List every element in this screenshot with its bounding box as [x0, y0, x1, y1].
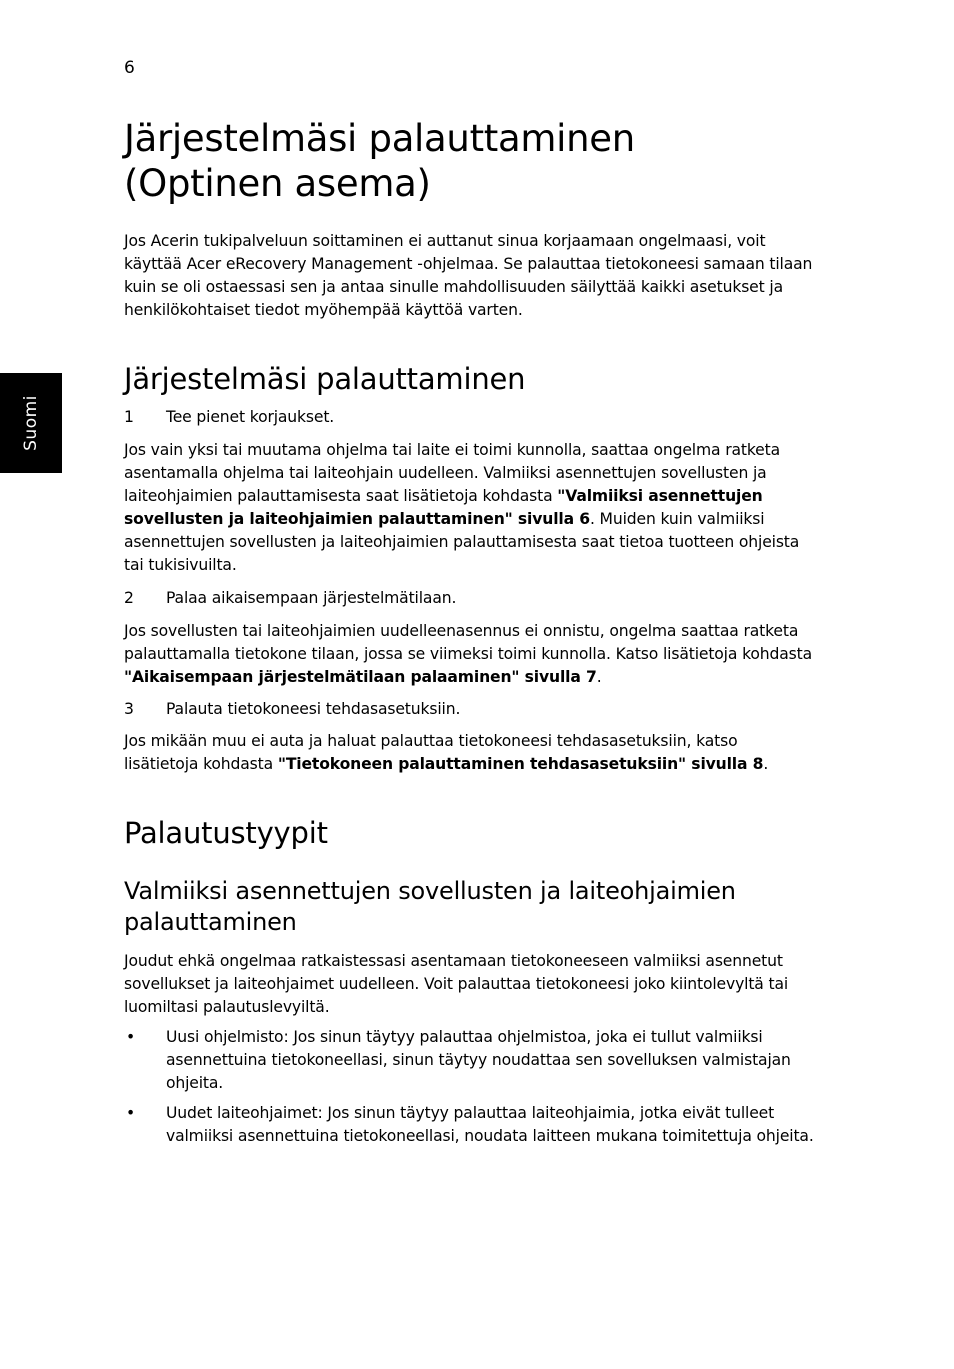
bullet-item	[124, 1026, 814, 1095]
step-2-number: 2	[124, 589, 134, 607]
page-content	[124, 116, 814, 1148]
page-title-line1: Järjestelmäsi palauttaminen	[124, 117, 635, 160]
intro-paragraph: Jos Acerin tukipalveluun soittaminen ei auttanut sinua korjaamaan ongelmaasi, voit käyttää Acer eRecovery Management -ohjelmaa. Se palauttaa tietokoneesi samaan tilaan kuin se oli ostaessasi sen ja antaa sinulle mahdollisuuden säilyttää kaikki asetukset ja henkilökohtaiset tiedot myöhempää käyttöä varten.	[124, 232, 813, 319]
section-heading-recovery-types: Palautustyypit	[124, 816, 328, 850]
page-number: 6	[124, 58, 135, 78]
step-3-paragraph-text-a: Jos mikään muu ei auta ja haluat palauttaa tietokoneesi tehdasasetuksiin, katso lisätietoja kohdasta	[124, 732, 738, 773]
step-1-number: 1	[124, 408, 134, 426]
step-3-cross-reference-link[interactable]: "Tietokoneen palauttaminen tehdasasetuksiin" sivulla 8	[277, 755, 764, 773]
step-2-paragraph-text-b: .	[596, 668, 602, 686]
step-1-paragraph-text-a: Jos vain yksi tai muutama ohjelma tai laite ei toimi kunnolla, saattaa ongelma ratketa asentamalla ohjelma tai laiteohjain uudelleen. Valmiiksi asennettujen sovellusten ja laiteohjaimien palauttamisesta saat lisätietoja kohdasta	[124, 441, 780, 505]
subsection-heading: Valmiiksi asennettujen sovellusten ja laiteohjaimien palauttaminen	[124, 877, 736, 936]
step-2-paragraph-text-a: Jos sovellusten tai laiteohjaimien uudelleenasennus ei onnistu, ongelma saattaa ratketa palauttamalla tietokone tilaan, jossa se viimeksi toimi kunnolla. Katso lisätietoja kohdasta	[124, 622, 813, 663]
step-2-cross-reference-link[interactable]: "Aikaisempaan järjestelmätilaan palaaminen" sivulla 7	[124, 668, 597, 686]
step-3-paragraph-text-b: .	[763, 755, 769, 773]
step-1	[124, 406, 814, 429]
step-1-paragraph	[124, 439, 814, 577]
step-3-paragraph	[124, 730, 814, 776]
step-1-text: Tee pienet korjaukset.	[166, 408, 335, 426]
section-heading-restore: Järjestelmäsi palauttaminen	[124, 362, 526, 396]
step-3-text: Palauta tietokoneesi tehdasasetuksiin.	[166, 700, 461, 718]
bullet-marker: •	[126, 1028, 136, 1046]
language-tab-label: Suomi	[21, 395, 41, 451]
bullet-text: Uusi ohjelmisto: Jos sinun täytyy palauttaa ohjelmistoa, joka ei tullut valmiiksi asennettuina tietokoneellasi, sinun täytyy noudattaa sen sovelluksen valmistajan ohjeita.	[166, 1028, 791, 1092]
bullet-text: Uudet laiteohjaimet: Jos sinun täytyy palauttaa laiteohjaimia, jotka eivät tulleet valmiiksi asennettuina tietokoneellasi, noudata laitteen mukana toimitettuja ohjeita.	[166, 1104, 814, 1145]
step-2	[124, 587, 814, 610]
page-title-line2: (Optinen asema)	[124, 162, 431, 205]
bullet-item	[124, 1102, 814, 1148]
bullet-marker: •	[126, 1104, 136, 1122]
step-1-paragraph-text-b: . Muiden kuin valmiiksi asennettujen sovellusten ja laiteohjaimien palauttamisesta saat tietoa tuotteen ohjeista tai tukisivuilta.	[124, 510, 800, 574]
page-title	[124, 116, 814, 206]
step-3	[124, 698, 814, 721]
step-3-number: 3	[124, 700, 134, 718]
language-tab	[0, 373, 62, 473]
recovery-types-paragraph: Joudut ehkä ongelmaa ratkaistessasi asentamaan tietokoneeseen valmiiksi asennetut sovellukset ja laiteohjaimet uudelleen. Voit palauttaa tietokoneesi joko kiintolevyltä tai luomiltasi palautuslevyiltä.	[124, 952, 789, 1016]
step-2-text: Palaa aikaisempaan järjestelmätilaan.	[166, 589, 457, 607]
step-1-cross-reference-link[interactable]: "Valmiiksi asennettujen sovellusten ja laiteohjaimien palauttaminen" sivulla 6	[124, 487, 763, 528]
step-2-paragraph	[124, 620, 814, 689]
